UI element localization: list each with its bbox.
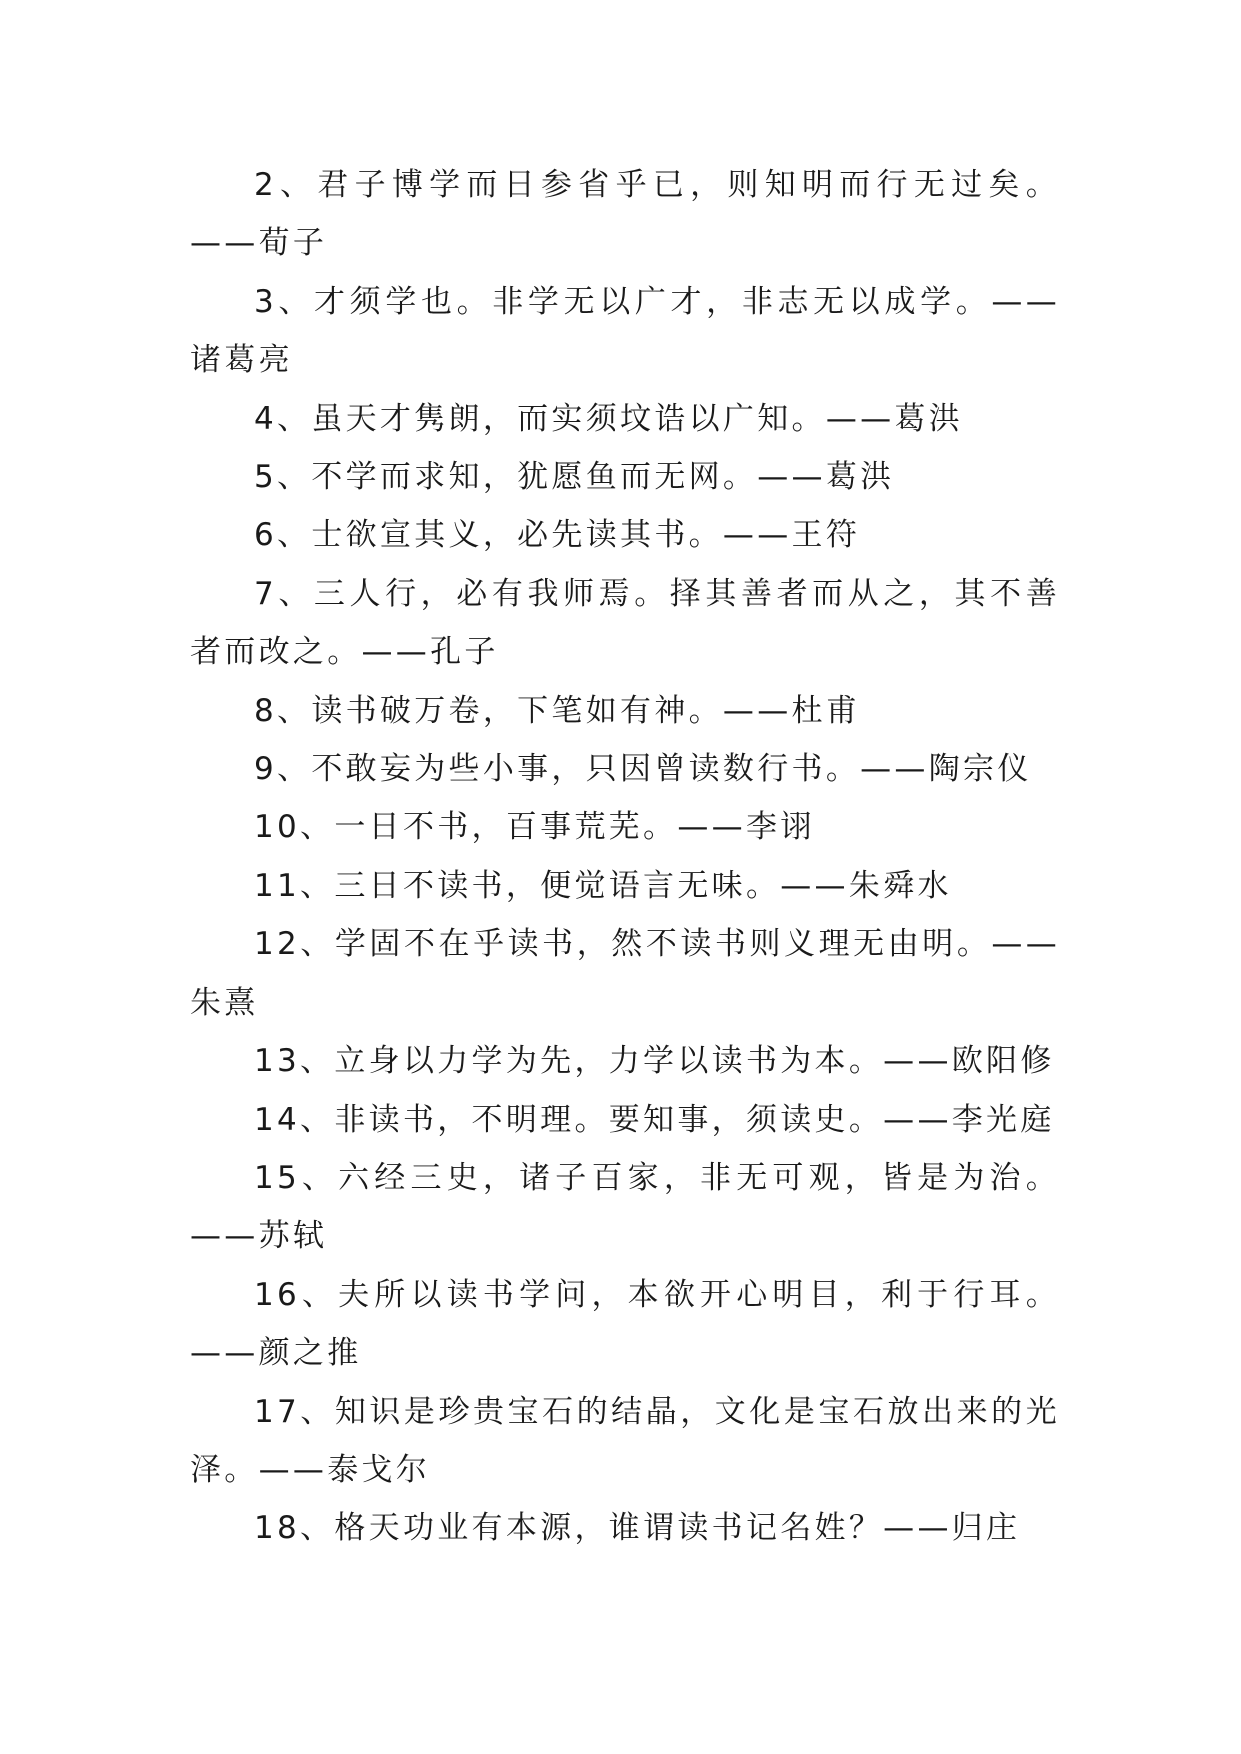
quote-text: 3、才须学也。非学无以广才，非志无以成学。——诸葛亮 [190,283,1060,379]
quote-item [190,448,1060,506]
quote-item [190,273,1060,390]
quote-text: 13、立身以力学为先，力学以读书为本。——欧阳修 [254,1043,1055,1080]
quote-text: 8、读书破万卷，下笔如有神。——杜甫 [254,692,861,729]
quote-item [190,798,1060,856]
quote-item [190,390,1060,448]
quote-item [190,1383,1060,1500]
quote-text: 4、虽天才隽朗，而实须坟诰以广知。——葛洪 [254,400,964,437]
quote-text: 9、不敢妄为些小事，只因曾读数行书。——陶宗仪 [254,751,1032,788]
quote-item [190,156,1060,273]
quote-item [190,740,1060,798]
quote-text: 2、君子博学而日参省乎已，则知明而行无过矣。——荀子 [190,167,1060,262]
quote-item [190,1266,1060,1383]
quote-text: 15、六经三史，诸子百家，非无可观，皆是为治。——苏轼 [190,1159,1060,1255]
quote-item [190,506,1060,564]
quote-text: 6、士欲宣其义，必先读其书。——王符 [254,517,861,554]
quote-text: 5、不学而求知，犹愿鱼而无网。——葛洪 [254,459,895,496]
quote-item [190,1032,1060,1090]
quote-item [190,1149,1060,1266]
quote-item [190,1499,1060,1557]
quote-text: 11、三日不读书，便觉语言无味。——朱舜水 [254,867,952,904]
quote-text: 10、一日不书，百事荒芜。——李诩 [254,809,815,846]
quote-text: 17、知识是珍贵宝石的结晶，文化是宝石放出来的光泽。——泰戈尔 [190,1393,1060,1488]
quote-text: 14、非读书，不明理。要知事，须读史。——李光庭 [254,1101,1055,1138]
quote-text: 12、学固不在乎读书，然不读书则义理无由明。——朱熹 [190,926,1060,1021]
quote-text: 16、夫所以读书学问，本欲开心明目，利于行耳。——颜之推 [190,1276,1060,1372]
quote-list [190,156,1060,1558]
quote-item [190,565,1060,682]
quote-text: 18、格天功业有本源，谁谓读书记名姓？——归庄 [254,1510,1021,1547]
quote-item [190,857,1060,915]
quote-text: 7、三人行，必有我师焉。择其善者而从之，其不善者而改之。——孔子 [190,575,1060,671]
quote-item [190,682,1060,740]
quote-item [190,1091,1060,1149]
quote-item [190,915,1060,1032]
